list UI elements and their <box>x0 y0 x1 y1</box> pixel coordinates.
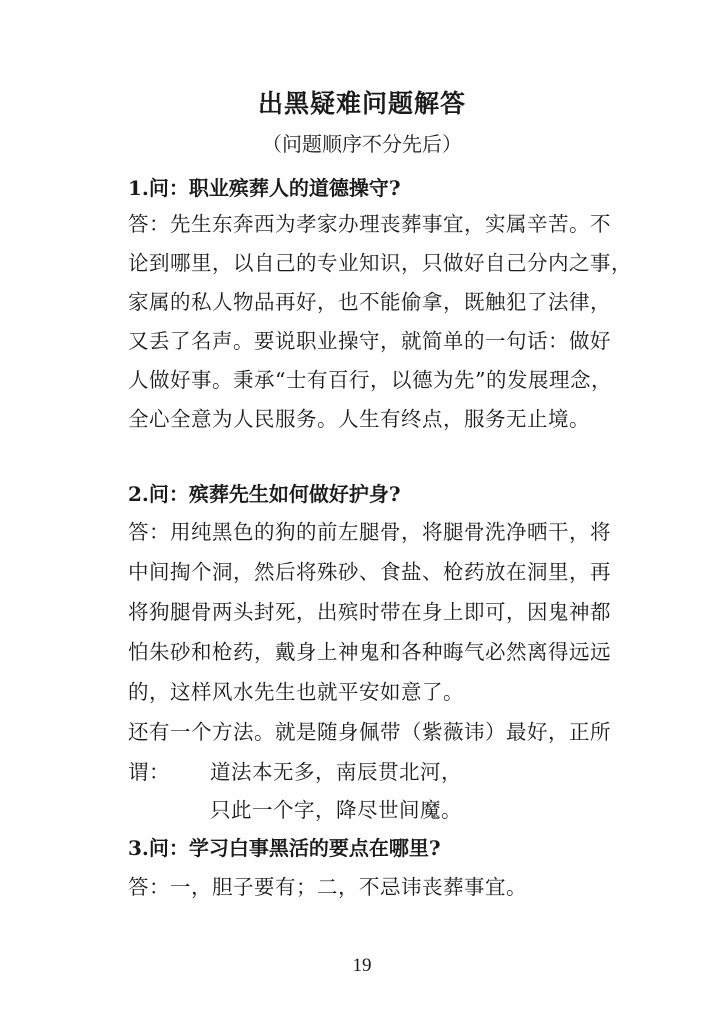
answer-2-line-3: 将狗腿骨两头封死，出殡时带在身上即可，因鬼神都 <box>128 600 611 624</box>
answer-1-line-5: 人做好事。秉承“士有百行，以德为先”的发展理念， <box>128 368 612 392</box>
answer-1-line-1: 答：先生东奔西为孝家办理丧葬事宜，实属辛苦。不 <box>128 212 611 236</box>
answer-3-line-1: 答：一，胆子要有；二，不忌讳丧葬事宜。 <box>128 875 527 899</box>
page-title: 出黑疑难问题解答 <box>257 89 466 118</box>
answer-2-line-4: 怕朱砂和枪药，戴身上神鬼和各种晦气必然离得远远 <box>128 640 611 664</box>
question-1: 1.问：职业殡葬人的道德操守? <box>128 176 401 200</box>
answer-1-line-2: 论到哪里，以自己的专业知识，只做好自己分内之事， <box>128 251 632 275</box>
answer-2-line-2: 中间掏个洞，然后将殊砂、食盐、枪药放在洞里，再 <box>128 560 611 584</box>
answer-1-line-3: 家属的私人物品再好，也不能偷拿，既触犯了法律， <box>128 290 611 314</box>
poem-line-1: 道法本无多，南辰贯北河， <box>210 760 462 784</box>
page-subtitle: （问题顺序不分先后） <box>262 132 462 156</box>
page-number: 19 <box>352 955 372 976</box>
poem-line-2: 只此一个字，降尽世间魔。 <box>210 798 462 822</box>
answer-1-line-4: 又丢了名声。要说职业操守，就简单的一句话：做好 <box>128 329 611 353</box>
answer-1-line-6: 全心全意为人民服务。人生有终点，服务无止境。 <box>128 407 590 431</box>
poem-lead: 谓： <box>128 760 170 784</box>
answer-2-line-5: 的，这样风水先生也就平安如意了。 <box>128 680 464 704</box>
question-2: 2.问：殡葬先生如何做好护身? <box>128 482 401 506</box>
answer-2-line-6: 还有一个方法。就是随身佩带（紫薇讳）最好，正所 <box>128 720 611 744</box>
question-3: 3.问：学习白事黑活的要点在哪里? <box>128 836 441 860</box>
answer-2-line-1: 答：用纯黑色的狗的前左腿骨，将腿骨洗净晒干，将 <box>128 520 611 544</box>
